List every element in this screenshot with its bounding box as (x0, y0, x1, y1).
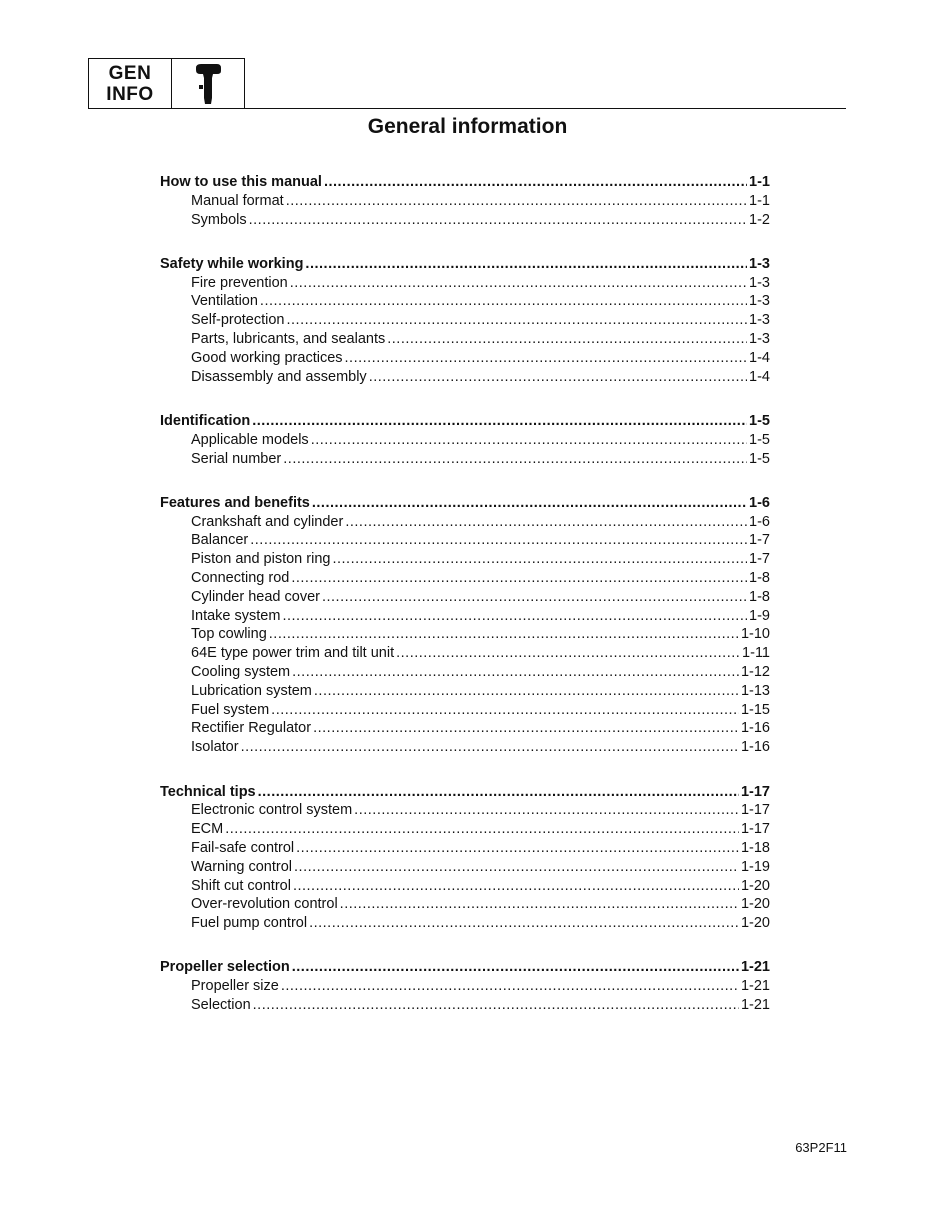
dot-leader (283, 450, 747, 469)
toc-subentry[interactable] (160, 719, 770, 738)
toc-entry-page: 1-10 (740, 626, 770, 643)
dot-leader (292, 663, 739, 682)
toc-entry-page: 1-16 (740, 720, 770, 737)
toc-entry-page: 1-13 (740, 682, 770, 699)
toc-entry-page: 1-3 (749, 255, 770, 272)
toc-entry-page: 1-1 (749, 192, 770, 209)
toc-entry-label: Ventilation (191, 293, 258, 310)
toc-entry-page: 1-20 (740, 877, 770, 894)
toc-entry-label: 64E type power trim and tilt unit (191, 645, 395, 662)
toc-entry-label: Fire prevention (191, 274, 288, 291)
toc-entry-page: 1-4 (749, 368, 770, 385)
toc-entry-label: How to use this manual (160, 174, 322, 190)
toc-subentry[interactable] (160, 588, 770, 607)
toc-subentry[interactable] (160, 877, 770, 896)
toc-entry-page: 1-3 (749, 312, 770, 329)
toc-entry-label: Propeller selection (160, 959, 290, 976)
toc-subentry[interactable] (160, 368, 770, 387)
toc-section (160, 494, 770, 757)
toc-section (160, 958, 770, 1014)
toc-subentry[interactable] (160, 550, 770, 569)
dot-leader (258, 783, 739, 802)
toc-subentry[interactable] (160, 820, 770, 839)
toc-subentry[interactable] (160, 977, 770, 996)
toc-subentry[interactable] (160, 192, 770, 211)
toc-subentry[interactable] (160, 839, 770, 858)
dot-leader (252, 412, 747, 431)
toc-entry-page: 1-3 (749, 274, 770, 291)
dot-leader (281, 977, 739, 996)
dot-leader (340, 895, 739, 914)
dot-leader (269, 625, 739, 644)
dot-leader (294, 858, 739, 877)
toc-subentry[interactable] (160, 895, 770, 914)
dot-leader (396, 644, 740, 663)
toc-subentry[interactable] (160, 431, 770, 450)
chapter-tab-label (89, 59, 172, 109)
toc-entry-page: 1-8 (749, 588, 770, 605)
toc-entry-label: Identification (160, 412, 251, 429)
toc-subentry[interactable] (160, 801, 770, 820)
toc-subentry[interactable] (160, 644, 770, 663)
toc-entry-label: Crankshaft and cylinder (191, 513, 344, 530)
toc-section-heading[interactable] (160, 255, 770, 274)
toc-entry-label: Rectifier Regulator (191, 720, 312, 737)
dot-leader (293, 877, 739, 896)
toc-entry-label: Piston and piston ring (191, 551, 331, 568)
toc-entry-label: Cylinder head cover (191, 588, 320, 605)
toc-entry-label: Connecting rod (191, 570, 290, 587)
chapter-tab-label-line1: GEN (108, 63, 152, 84)
toc-section (160, 255, 770, 387)
dot-leader (345, 513, 747, 532)
toc-subentry[interactable] (160, 531, 770, 550)
toc-entry-page: 1-19 (740, 858, 770, 875)
toc-entry-page: 1-3 (749, 331, 770, 348)
dot-leader (324, 173, 747, 192)
dot-leader (287, 311, 748, 330)
toc-subentry[interactable] (160, 738, 770, 757)
dot-leader (332, 550, 747, 569)
toc-section-heading[interactable] (160, 412, 770, 431)
toc-entry-label: ECM (191, 821, 224, 838)
toc-entry-page: 1-1 (749, 174, 770, 190)
toc-entry-page: 1-2 (749, 211, 770, 228)
dot-leader (312, 494, 747, 513)
toc-entry-label: Applicable models (191, 431, 309, 448)
toc-entry-page: 1-15 (740, 701, 770, 718)
toc-entry-label: Technical tips (160, 783, 256, 800)
toc-section-heading[interactable] (160, 494, 770, 513)
toc-entry-label: Fuel system (191, 701, 270, 718)
toc-entry-label: Top cowling (191, 626, 267, 643)
dot-leader (249, 211, 747, 230)
toc-entry-page: 1-7 (749, 532, 770, 549)
toc-entry-page: 1-21 (740, 996, 770, 1013)
toc-subentry[interactable] (160, 996, 770, 1015)
toc-entry-page: 1-20 (740, 915, 770, 932)
toc-subentry[interactable] (160, 311, 770, 330)
toc-subentry[interactable] (160, 701, 770, 720)
toc-entry-page: 1-3 (749, 293, 770, 310)
toc-entry-label: Shift cut control (191, 877, 291, 894)
toc-entry-page: 1-12 (740, 664, 770, 681)
toc-subentry[interactable] (160, 513, 770, 532)
toc-subentry[interactable] (160, 607, 770, 626)
dot-leader (225, 820, 739, 839)
toc-section (160, 412, 770, 468)
toc-entry-label: Intake system (191, 607, 281, 624)
chapter-tab-label-line2: INFO (106, 84, 154, 105)
toc-entry-label: Lubrication system (191, 682, 312, 699)
dot-leader (296, 839, 739, 858)
dot-leader (282, 607, 747, 626)
toc-subentry[interactable] (160, 292, 770, 311)
toc-subentry[interactable] (160, 625, 770, 644)
toc-entry-page: 1-5 (749, 450, 770, 467)
toc-entry-page: 1-4 (749, 349, 770, 366)
toc-entry-label: Good working practices (191, 349, 343, 366)
toc-subentry[interactable] (160, 682, 770, 701)
toc-entry-page: 1-17 (740, 783, 770, 800)
toc-subentry[interactable] (160, 211, 770, 230)
toc-entry-page: 1-7 (749, 551, 770, 568)
toc-entry-label: Warning control (191, 858, 293, 875)
toc-subentry[interactable] (160, 349, 770, 368)
dot-leader (250, 531, 747, 550)
page-title: General information (367, 115, 568, 138)
document-code: 63P2F11 (795, 1140, 847, 1155)
toc-subentry[interactable] (160, 914, 770, 933)
toc-subentry[interactable] (160, 858, 770, 877)
toc-entry-label: Symbols (191, 211, 247, 228)
dot-leader (253, 996, 739, 1015)
toc-entry-label: Features and benefits (160, 494, 310, 511)
toc-entry-label: Propeller size (191, 978, 279, 995)
dot-leader (354, 801, 739, 820)
dot-leader (313, 719, 739, 738)
dot-leader (369, 368, 747, 387)
toc-section (160, 783, 770, 933)
toc-entry-page: 1-21 (740, 978, 770, 995)
toc-entry-label: Selection (191, 996, 251, 1013)
toc-subentry[interactable] (160, 569, 770, 588)
dot-leader (292, 958, 739, 977)
toc-entry-label: Manual format (191, 192, 284, 209)
toc-entry-label: Isolator (191, 739, 239, 756)
toc-section-heading[interactable] (160, 958, 770, 977)
toc-entry-page: 1-11 (742, 645, 770, 662)
toc-entry-page: 1-16 (740, 739, 770, 756)
toc-subentry[interactable] (160, 450, 770, 469)
dot-leader (260, 292, 747, 311)
dot-leader (271, 701, 739, 720)
toc-entry-page: 1-6 (749, 494, 770, 511)
toc-entry-label: Self-protection (191, 312, 285, 329)
toc-entry-page: 1-17 (740, 821, 770, 838)
toc-entry-label: Over-revolution control (191, 896, 338, 913)
toc-entry-page: 1-5 (749, 412, 770, 429)
toc-entry-label: Fuel pump control (191, 915, 308, 932)
dot-leader (305, 255, 747, 274)
toc-entry-page: 1-21 (740, 959, 770, 976)
toc-entry-page: 1-18 (740, 839, 770, 856)
dot-leader (290, 274, 747, 293)
toc-subentry[interactable] (160, 274, 770, 293)
toc-entry-label: Cooling system (191, 664, 291, 681)
dot-leader (241, 738, 739, 757)
toc-entry-label: Fail-safe control (191, 839, 295, 856)
toc-entry-label: Disassembly and assembly (191, 368, 367, 385)
toc-entry-page: 1-9 (749, 607, 770, 624)
dot-leader (311, 431, 747, 450)
toc-section-heading[interactable] (160, 173, 770, 192)
dot-leader (286, 192, 747, 211)
toc-entry-label: Serial number (191, 450, 282, 467)
dot-leader (345, 349, 748, 368)
dot-leader (387, 330, 747, 349)
dot-leader (291, 569, 747, 588)
toc-entry-page: 1-5 (749, 431, 770, 448)
dot-leader (314, 682, 739, 701)
toc-entry-page: 1-20 (740, 896, 770, 913)
header-rule (88, 108, 846, 109)
outboard-motor-icon (172, 59, 244, 109)
toc-entry-label: Safety while working (160, 255, 304, 272)
dot-leader (322, 588, 747, 607)
toc-section-heading[interactable] (160, 783, 770, 802)
toc-entry-label: Electronic control system (191, 802, 353, 819)
toc-entry-page: 1-8 (749, 570, 770, 587)
toc-entry-page: 1-17 (740, 802, 770, 819)
toc-section (160, 173, 770, 229)
toc-entry-label: Parts, lubricants, and sealants (191, 331, 386, 348)
toc-entry-label: Balancer (191, 532, 249, 549)
dot-leader (309, 914, 739, 933)
toc-subentry[interactable] (160, 663, 770, 682)
table-of-contents (160, 173, 770, 1040)
toc-subentry[interactable] (160, 330, 770, 349)
toc-entry-page: 1-6 (749, 513, 770, 530)
chapter-tab (88, 58, 245, 109)
